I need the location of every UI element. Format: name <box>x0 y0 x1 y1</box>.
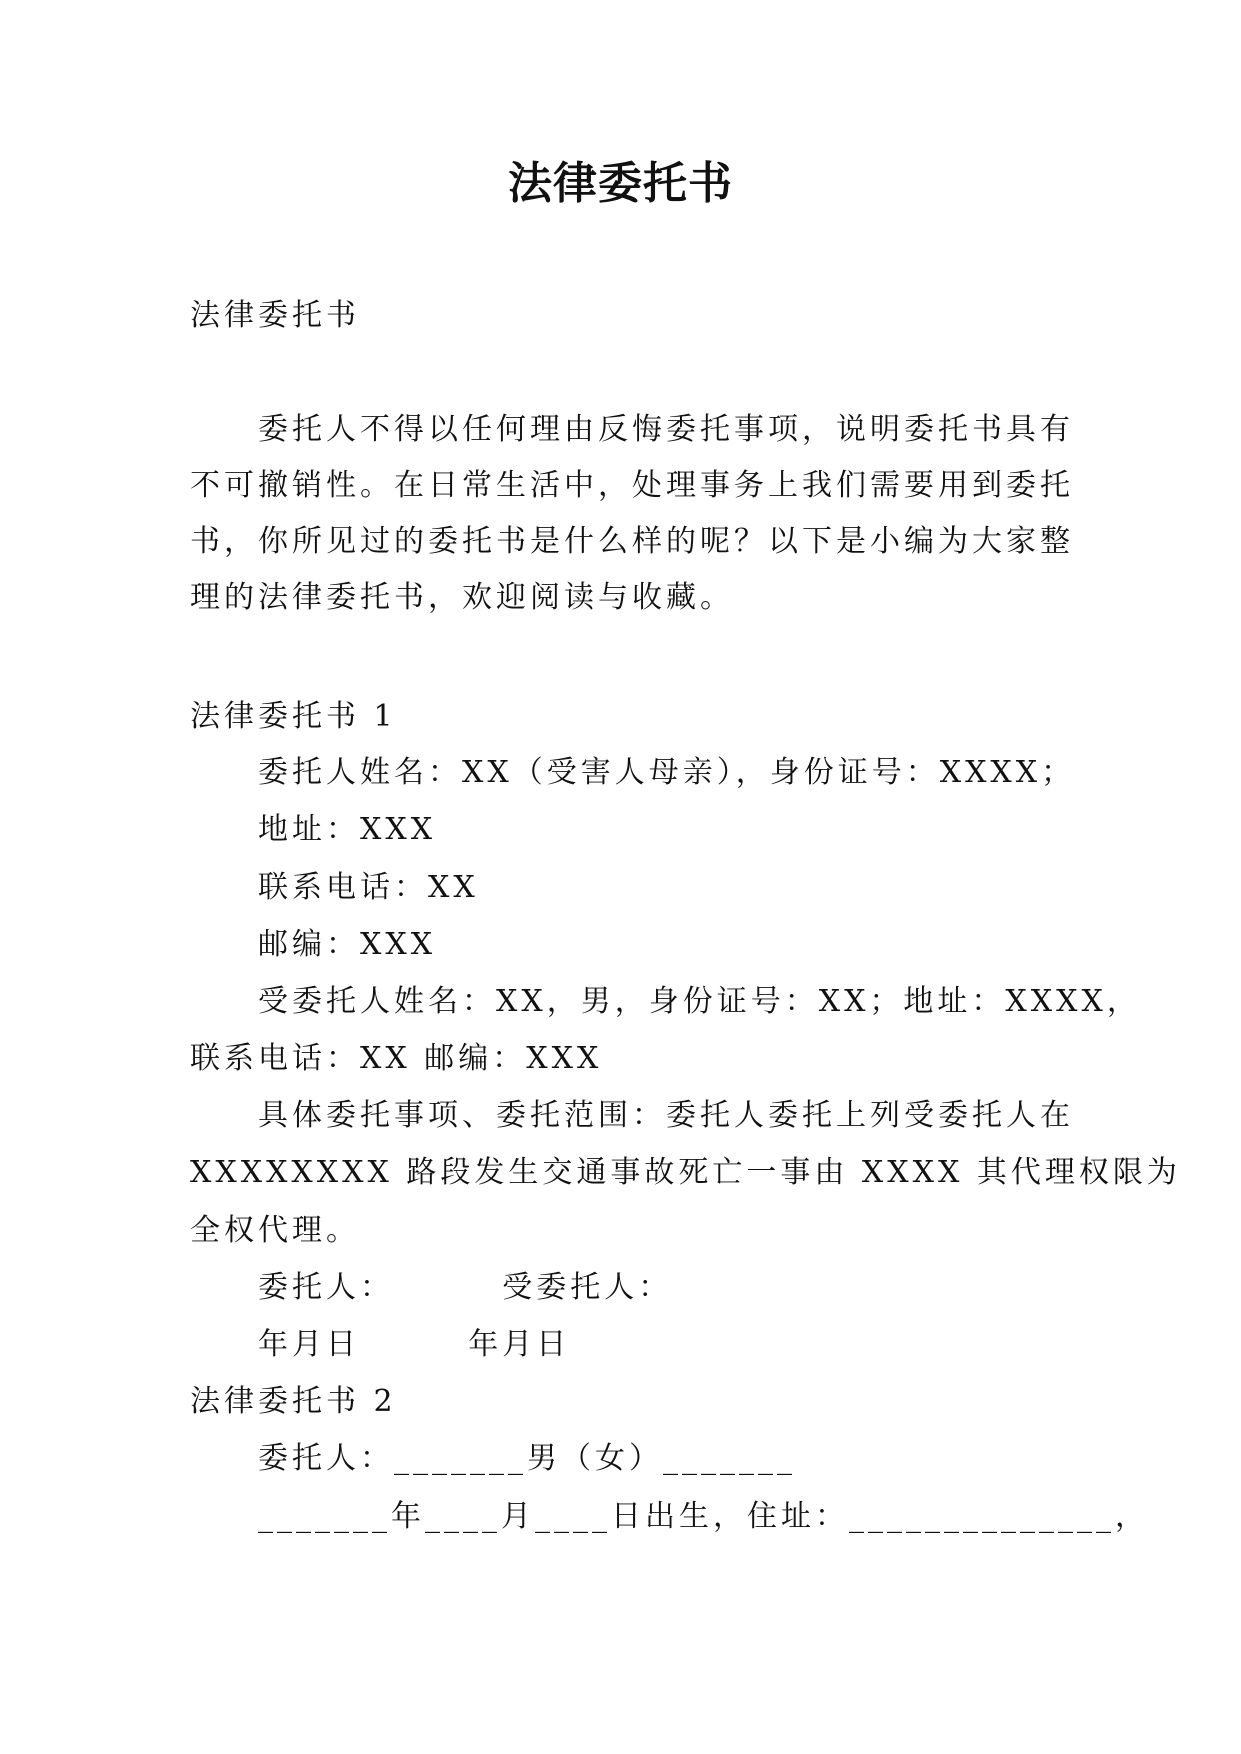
intro-line: 不可撤销性。在日常生活中，处理事务上我们需要用到委托 <box>190 468 1074 503</box>
section1-heading: 法律委托书 1 <box>190 699 397 734</box>
section1-line: 受委托人姓名：XX，男，身份证号：XX；地址：XXXX， <box>258 984 1141 1019</box>
date-line: 年月日 年月日 <box>258 1327 571 1362</box>
section2-line: 委托人：_______男（女）_______ <box>258 1441 796 1476</box>
section2-line: _______年____月____日出生，住址：______________， <box>258 1499 1149 1534</box>
intro-line: 理的法律委托书，欢迎阅读与收藏。 <box>190 580 734 615</box>
section1-line: 联系电话：XX 邮编：XXX <box>190 1041 603 1076</box>
section1-line: 邮编：XXX <box>258 927 437 962</box>
section1-line: 具体委托事项、委托范围：委托人委托上列受委托人在 <box>258 1098 1074 1133</box>
document-subtitle: 法律委托书 <box>190 298 360 333</box>
document-title: 法律委托书 <box>508 158 733 209</box>
section1-line: 委托人姓名：XX（受害人母亲），身份证号：XXXX； <box>258 755 1076 790</box>
intro-line: 委托人不得以任何理由反悔委托事项，说明委托书具有 <box>258 412 1074 447</box>
section1-line: XXXXXXXX 路段发生交通事故死亡一事由 XXXX 其代理权限为 <box>190 1155 1181 1190</box>
section1-line: 地址：XXX <box>258 812 437 847</box>
signature-line: 委托人： 受委托人： <box>258 1270 673 1305</box>
section1-line: 全权代理。 <box>190 1213 360 1248</box>
intro-line: 书，你所见过的委托书是什么样的呢？以下是小编为大家整 <box>190 524 1074 559</box>
section1-line: 联系电话：XX <box>258 870 479 905</box>
section2-heading: 法律委托书 2 <box>190 1384 397 1419</box>
